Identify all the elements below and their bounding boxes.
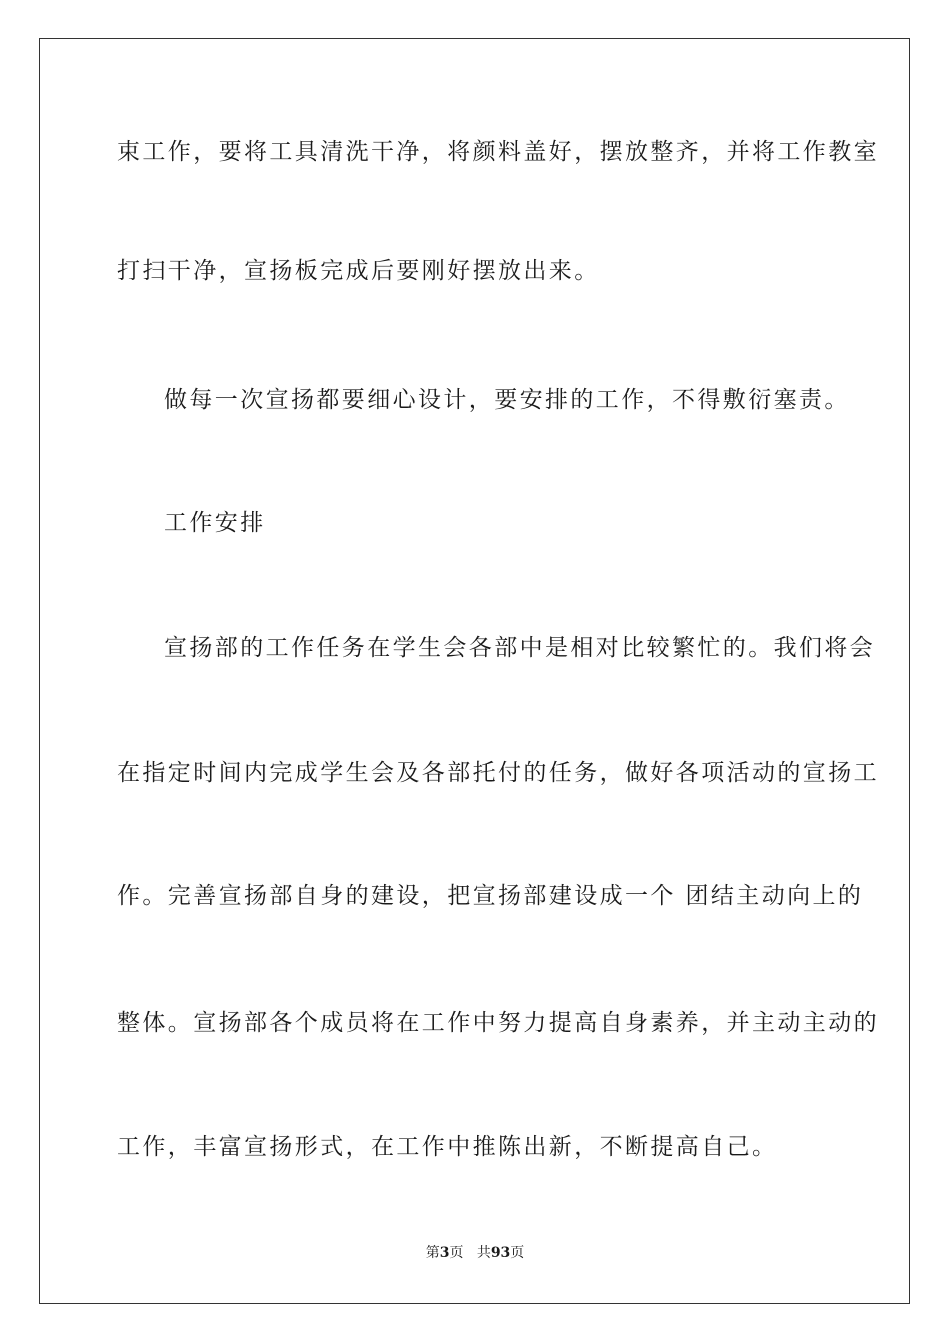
paragraph-line-2: 打扫干净，宣扬板完成后要刚好摆放出来。 xyxy=(117,258,600,284)
paragraph-line-9: 工作，丰富宣扬形式，在工作中推陈出新，不断提高自己。 xyxy=(117,1134,778,1160)
paragraph-line-8: 整体。宣扬部各个成员将在工作中努力提高自身素养，并主动主动的 xyxy=(117,1010,879,1036)
paragraph-line-3: 做每一次宣扬都要细心设计，要安排的工作，不得敷衍塞责。 xyxy=(164,387,850,413)
paragraph-line-7: 作。完善宣扬部自身的建设，把宣扬部建设成一个 团结主动向上的 xyxy=(117,883,864,909)
paragraph-line-6: 在指定时间内完成学生会及各部托付的任务，做好各项活动的宣扬工 xyxy=(117,760,879,786)
footer-page-prefix: 第 xyxy=(425,1245,440,1261)
footer-total-suffix: 页 xyxy=(510,1245,525,1261)
footer-total-prefix: 共 xyxy=(476,1245,491,1261)
footer-total-pages: 93 xyxy=(490,1245,511,1261)
footer-page-suffix: 页 xyxy=(449,1245,464,1261)
section-heading: 工作安排 xyxy=(164,510,266,536)
footer-page-number: 3 xyxy=(439,1245,450,1261)
page-frame xyxy=(39,38,910,1304)
paragraph-line-1: 束工作，要将工具清洗干净，将颜料盖好，摆放整齐，并将工作教室 xyxy=(117,139,879,165)
page-footer xyxy=(0,1243,950,1263)
paragraph-line-5: 宣扬部的工作任务在学生会各部中是相对比较繁忙的。我们将会 xyxy=(164,635,876,661)
